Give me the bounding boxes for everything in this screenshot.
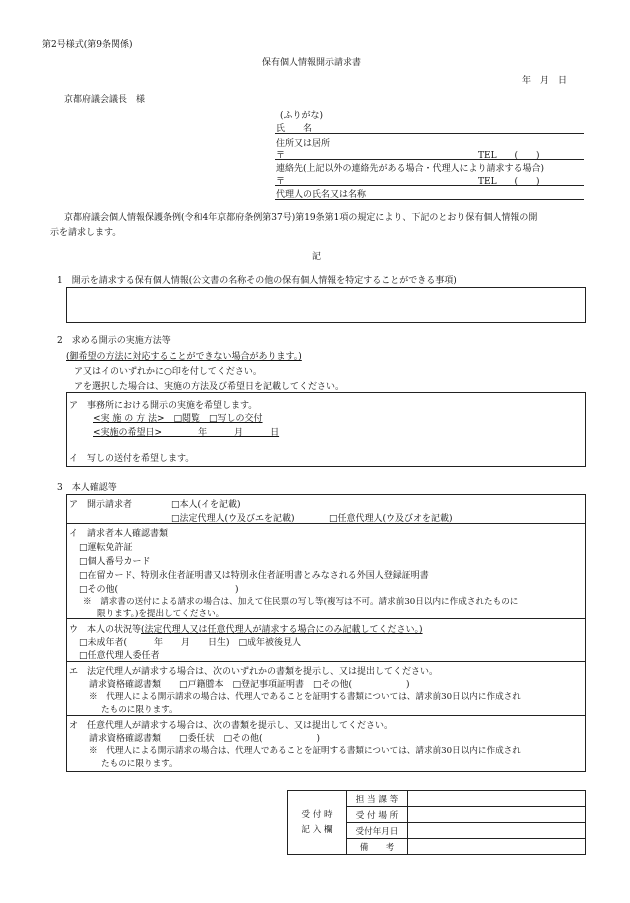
receipt-row-label: 受付年月日 xyxy=(347,823,408,839)
id-note-2: 限ります。)を提出してください。 xyxy=(97,609,225,619)
section2-note: (御希望の方法に対応することができない場合があります。) xyxy=(66,352,302,362)
subject-status-label xyxy=(69,622,423,635)
address-field[interactable] xyxy=(275,159,584,160)
receipt-date-field[interactable] xyxy=(408,823,586,839)
requester-type-label: ア 開示請求者 xyxy=(69,500,133,510)
addressee: 京都府議会議長 様 xyxy=(64,95,146,105)
receipt-row-label: 受 付 場 所 xyxy=(347,807,408,823)
receipt-table xyxy=(287,790,586,855)
option-i-mail[interactable]: イ 写しの送付を希望します。 xyxy=(69,454,195,464)
id-other-checkbox[interactable]: □その他( ) xyxy=(79,585,239,595)
receipt-remarks-field[interactable] xyxy=(408,839,586,855)
minor-checkbox[interactable]: □未成年者( 年 月 日生) □成年被後見人 xyxy=(79,638,302,648)
option-a-office[interactable]: ア 事務所における開示の実施を希望します。 xyxy=(69,401,258,411)
method-box xyxy=(66,392,586,467)
postal-mark-2: 〒 xyxy=(276,177,286,187)
preferred-date-row[interactable]: <実施の希望日> 年 月 日 xyxy=(93,428,280,438)
contact-field[interactable] xyxy=(275,185,584,186)
id-note-1: ※ 請求書の送付による請求の場合は、加えて住民票の写し等(複写は不可。請求前30日以内に作成されたものに xyxy=(83,597,519,607)
legal-agent-note-2: たものに限ります。 xyxy=(101,705,178,715)
address-label: 住所又は居所 xyxy=(276,139,331,149)
principal-checkbox[interactable]: □任意代理人委任者 xyxy=(79,651,160,661)
section3-heading: 3 本人確認等 xyxy=(57,483,117,493)
section2-heading: 2 求める開示の実施方法等 xyxy=(57,336,171,346)
receipt-row-label: 担 当 課 等 xyxy=(347,791,408,807)
receipt-side-line-2: 記 入 欄 xyxy=(301,824,333,835)
furigana-label: (ふりがな) xyxy=(280,111,324,121)
section2-instruction-1: ア又はイのいずれかに○印を付してください。 xyxy=(74,367,262,377)
voluntary-agent-instruction: オ 任意代理人が請求する場合は、次の書類を提示し、又は提出してください。 xyxy=(69,721,394,731)
postal-mark: 〒 xyxy=(276,151,286,161)
legal-agent-note-1: ※ 代理人による開示請求の場合は、代理人であることを証明する書類については、請求前30日以内に作成され xyxy=(89,692,521,702)
voluntary-agent-note-2: たものに限ります。 xyxy=(101,759,178,769)
subject-status-title: ウ 本人の状況等 xyxy=(69,625,142,635)
legal-agent-docs[interactable]: 請求資格確認書類 □戸籍謄本 □登記事項証明書 □その他( ) xyxy=(89,680,410,690)
intro-text-1: 京都府議会個人情報保護条例(令和4年京都府条例第37号)第19条第1項の規定により、下記のとおり保有個人情報の開 xyxy=(64,213,538,223)
id-docs-label: イ 請求者本人確認書類 xyxy=(69,529,169,539)
subject-status-note: (法定代理人又は任意代理人が請求する場合にのみ記載してください。) xyxy=(141,625,423,635)
section1-heading: 1 開示を請求する保有個人情報(公文書の名称その他の保有個人情報を特定することができる事項) xyxy=(57,276,457,286)
requester-self-checkbox[interactable]: □本人(イを記載) xyxy=(171,500,241,510)
id-residence-card-checkbox[interactable]: □在留カード、特別永住者証明書又は特別永住者証明書とみなされる外国人登録証明書 xyxy=(79,571,429,581)
id-my-number-card-checkbox[interactable]: □個人番号カード xyxy=(79,557,151,567)
voluntary-agent-docs[interactable]: 請求資格確認書類 □委任状 □その他( ) xyxy=(89,734,321,744)
agent-name-label: 代理人の氏名又は名称 xyxy=(276,190,367,200)
tel-label: TEL ( ) xyxy=(478,151,540,161)
legal-agent-instruction: エ 法定代理人が請求する場合は、次のいずれかの書類を提示し、又は提出してください。 xyxy=(69,667,439,677)
agent-name-field[interactable] xyxy=(275,199,584,200)
name-label: 氏 名 xyxy=(276,124,313,134)
contact-label: 連絡先(上記以外の連絡先がある場合・代理人により請求する場合) xyxy=(276,164,545,174)
requester-voluntary-agent-checkbox[interactable]: □任意代理人(ウ及びオを記載) xyxy=(329,514,453,524)
page-title: 保有個人情報開示請求書 xyxy=(262,58,362,68)
section2-instruction-2: アを選択した場合は、実施の方法及び希望日を記載してください。 xyxy=(74,382,345,392)
intro-text-2: 示を請求します。 xyxy=(50,228,122,238)
tel-label-2: TEL ( ) xyxy=(478,177,540,187)
receipt-row-label: 備 考 xyxy=(347,839,408,855)
method-row[interactable]: <実 施 の 方 法> □閲覧 □写しの交付 xyxy=(93,414,263,424)
form-number: 第2号様式(第9条関係) xyxy=(42,40,133,50)
divider xyxy=(67,523,585,524)
receipt-side-line-1: 受 付 時 xyxy=(301,809,333,820)
id-drivers-license-checkbox[interactable]: □運転免許証 xyxy=(79,543,133,553)
identity-box xyxy=(66,494,586,772)
voluntary-agent-note-1: ※ 代理人による開示請求の場合は、代理人であることを証明する書類については、請求前30日以内に作成され xyxy=(89,746,521,756)
divider xyxy=(67,715,585,716)
name-field[interactable] xyxy=(275,133,584,134)
date-label: 年 月 日 xyxy=(522,76,568,86)
divider xyxy=(67,618,585,619)
requested-info-field[interactable] xyxy=(66,287,586,323)
receipt-place-field[interactable] xyxy=(408,807,586,823)
divider xyxy=(67,661,585,662)
receipt-dept-field[interactable] xyxy=(408,791,586,807)
requester-legal-agent-checkbox[interactable]: □法定代理人(ウ及びエを記載) xyxy=(171,514,295,524)
receipt-side-label xyxy=(288,791,347,855)
ki-label: 記 xyxy=(312,252,322,262)
